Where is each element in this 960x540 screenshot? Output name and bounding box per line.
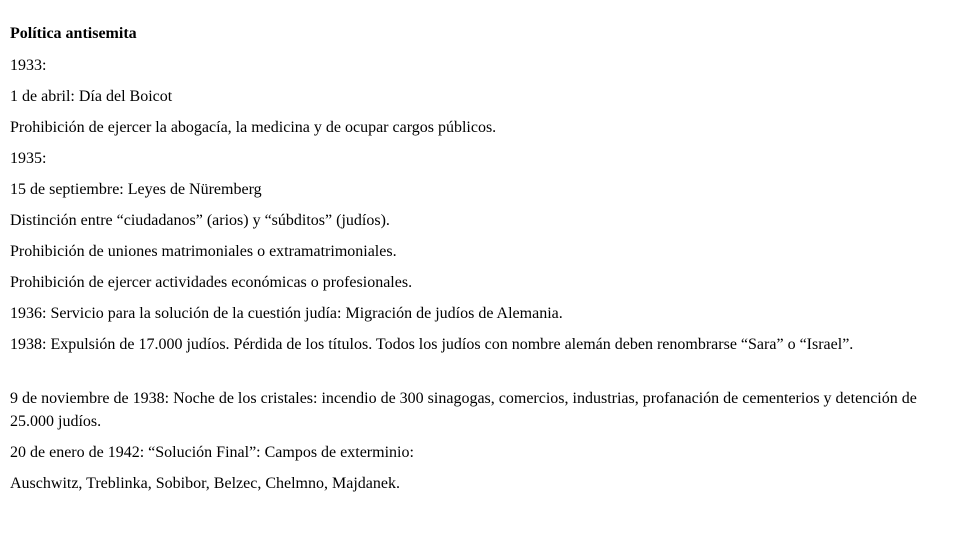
text-line-uniones: Prohibición de uniones matrimoniales o extramatrimoniales. [10,243,397,260]
text-line-1933: 1933: [10,57,47,74]
text-line-1938-expulsion: 1938: Expulsión de 17.000 judíos. Pérdida de los títulos. Todos los judíos con nombre alemán deben renombrarse “Sara” o “Israel”. [10,336,854,353]
text-line-noche-cristales: 9 de noviembre de 1938: Noche de los cristales: incendio de 300 sinagogas, comercios, industrias, profanación de cementerios y detención de 25.000 judíos. [10,390,917,430]
text-line-prohibicion-cargos: Prohibición de ejercer la abogacía, la medicina y de ocupar cargos públicos. [10,119,497,136]
text-line-campos: Auschwitz, Treblinka, Sobibor, Belzec, Chelmno, Majdanek. [10,475,400,492]
text-line-boicot: 1 de abril: Día del Boicot [10,88,173,105]
text-line-distincion: Distinción entre “ciudadanos” (arios) y “súbditos” (judíos). [10,212,390,229]
text-line-1935: 1935: [10,150,47,167]
text-line-nuremberg: 15 de septiembre: Leyes de Nüremberg [10,181,262,198]
text-line-solucion-final: 20 de enero de 1942: “Solución Final”: Campos de exterminio: [10,444,414,461]
document-title: Política antisemita [10,25,137,42]
text-line-1936: 1936: Servicio para la solución de la cuestión judía: Migración de judíos de Alemania. [10,305,563,322]
text-line-actividades: Prohibición de ejercer actividades económicas o profesionales. [10,274,413,291]
